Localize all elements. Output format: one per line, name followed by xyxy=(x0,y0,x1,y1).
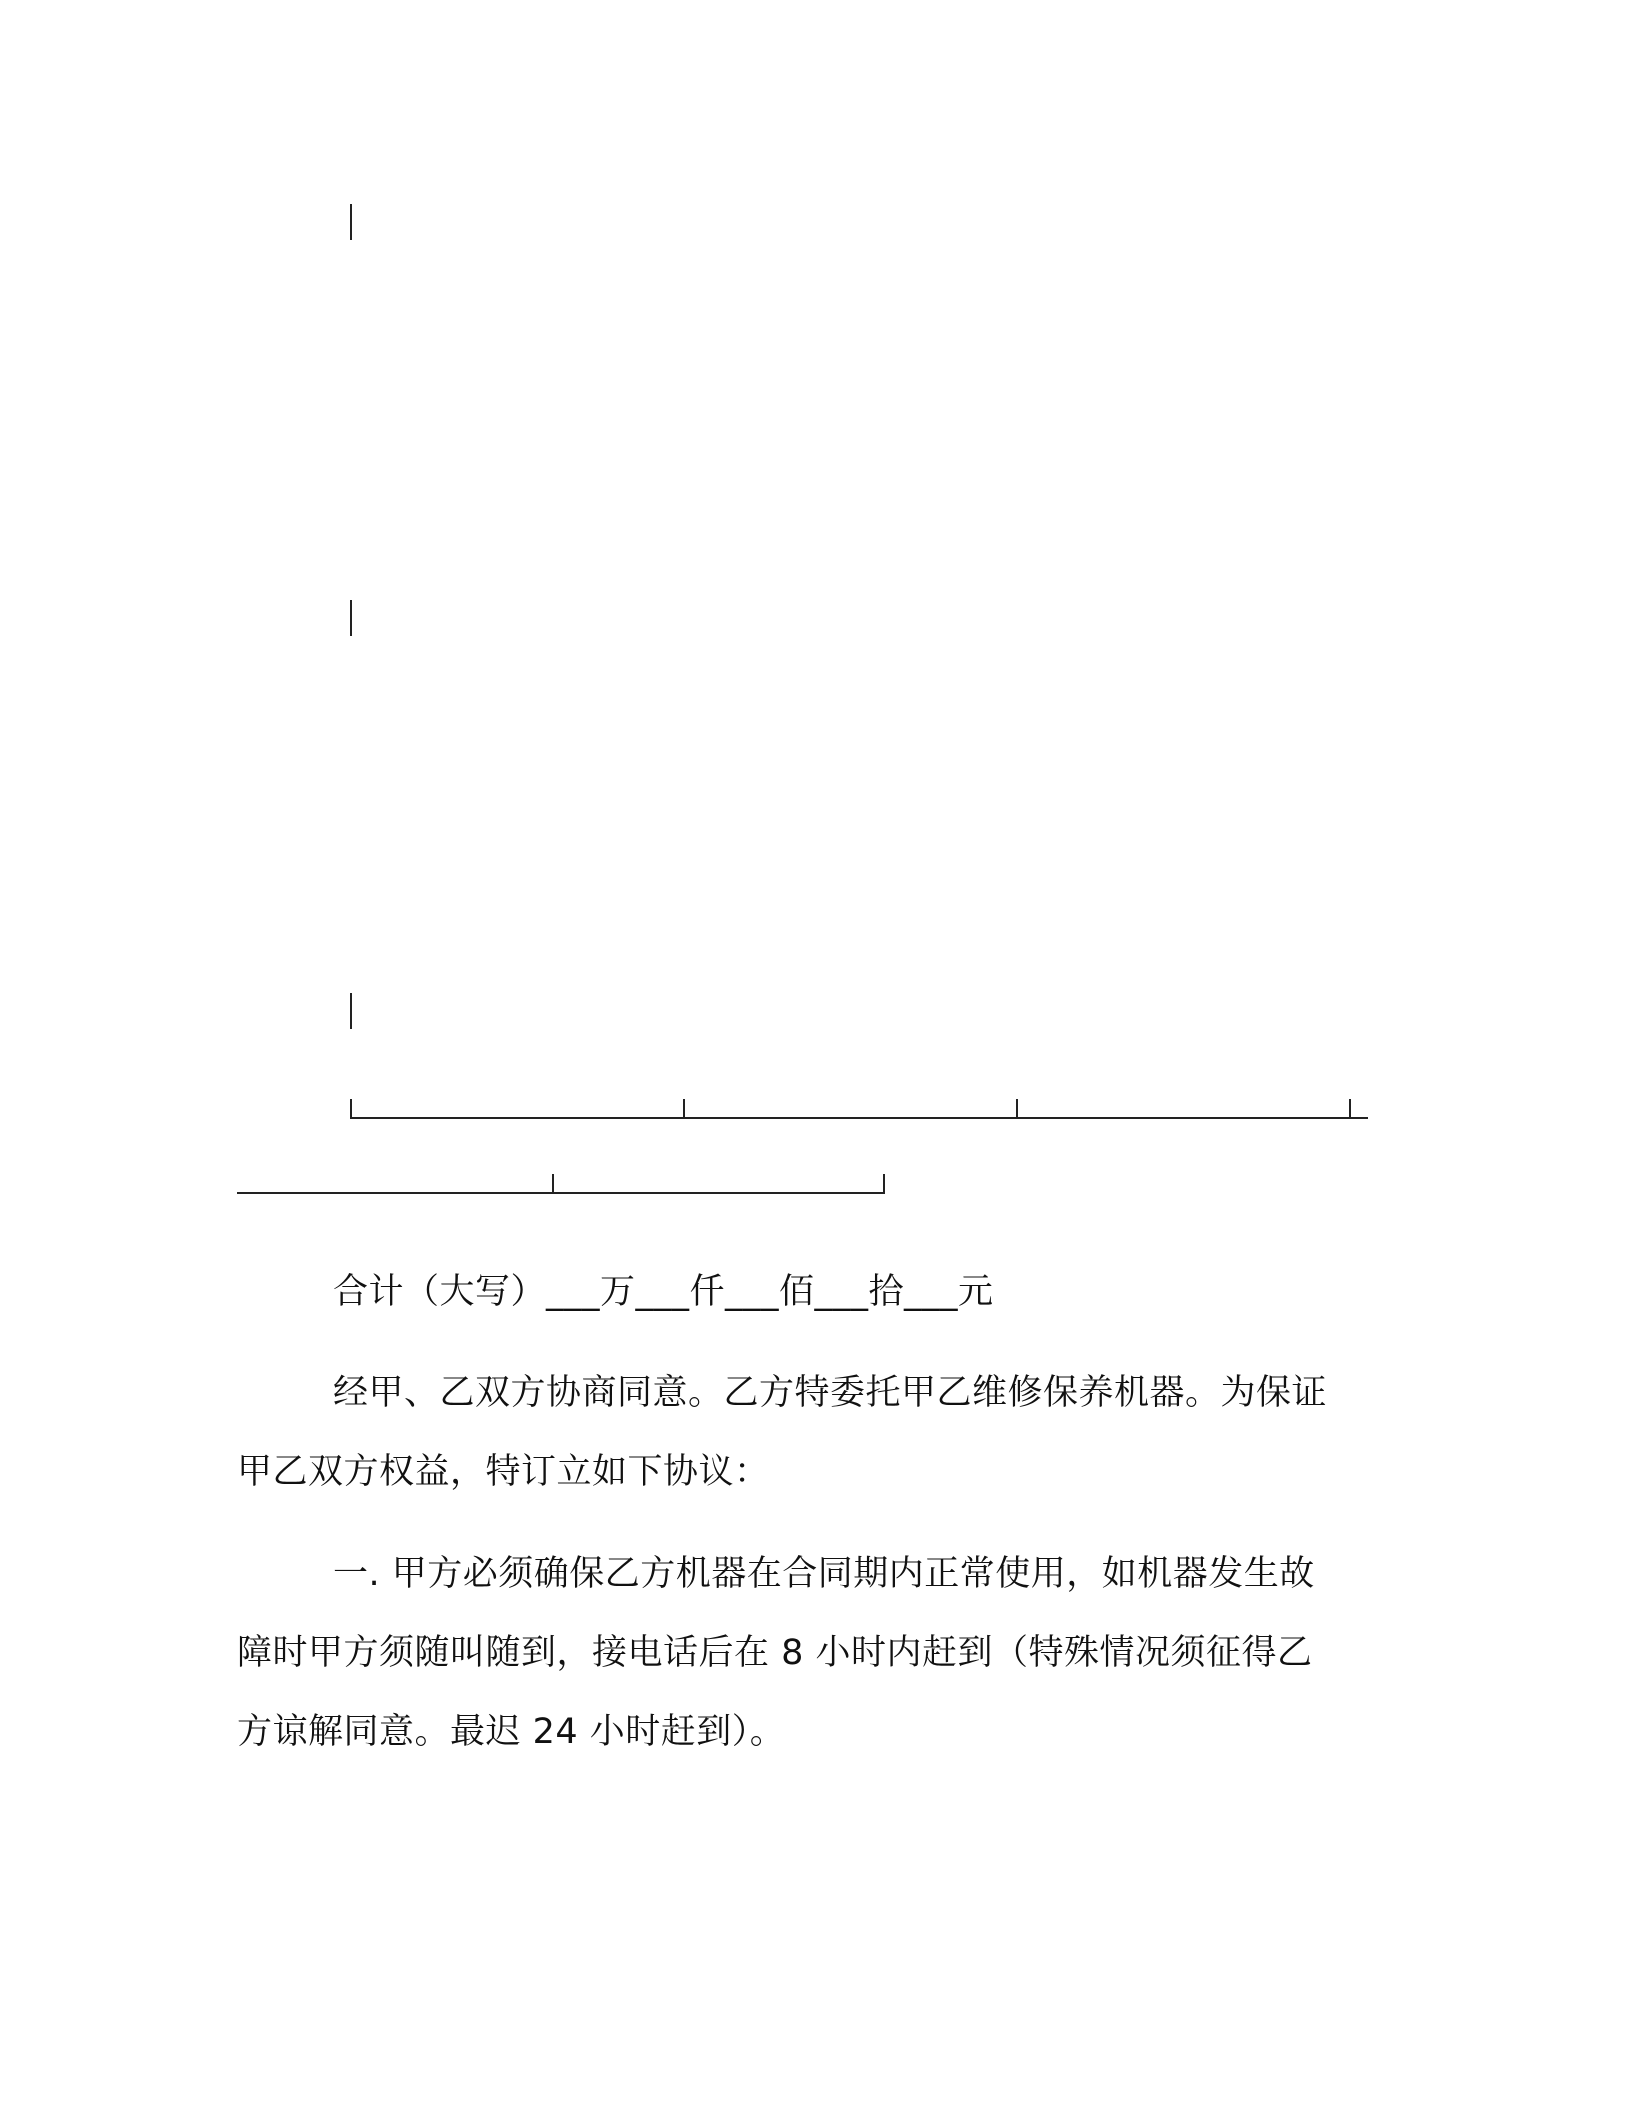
paragraph-1-line-1: 经甲、乙双方协商同意。乙方特委托甲乙维修保养机器。为保证 xyxy=(333,1373,1328,1413)
table-border-left-1 xyxy=(350,204,352,240)
clause-1-line-1: 一. 甲方必须确保乙方机器在合同期内正常使用，如机器发生故 xyxy=(333,1554,1315,1594)
paragraph-1-line-2: 甲乙双方权益，特订立如下协议： xyxy=(237,1452,770,1492)
table-row-line-2 xyxy=(237,1192,885,1194)
table-cell-divider xyxy=(883,1174,885,1194)
table-cell-divider xyxy=(683,1099,685,1119)
table-cell-divider xyxy=(350,1099,352,1119)
table-border-left-2 xyxy=(350,600,352,636)
clause-1-line-2: 障时甲方须随叫随到，接电话后在 8 小时内赶到（特殊情况须征得乙 xyxy=(237,1633,1313,1673)
clause-1-line-3: 方谅解同意。最迟 24 小时赶到）。 xyxy=(237,1712,786,1752)
table-border-left-3 xyxy=(350,993,352,1029)
table-cell-divider xyxy=(1016,1099,1018,1119)
table-cell-divider xyxy=(1349,1099,1351,1119)
table-row-line-1 xyxy=(350,1117,1368,1119)
table-cell-divider xyxy=(552,1174,554,1194)
total-amount-line: 合计（大写）___万___仟___佰___拾___元 xyxy=(333,1272,994,1312)
